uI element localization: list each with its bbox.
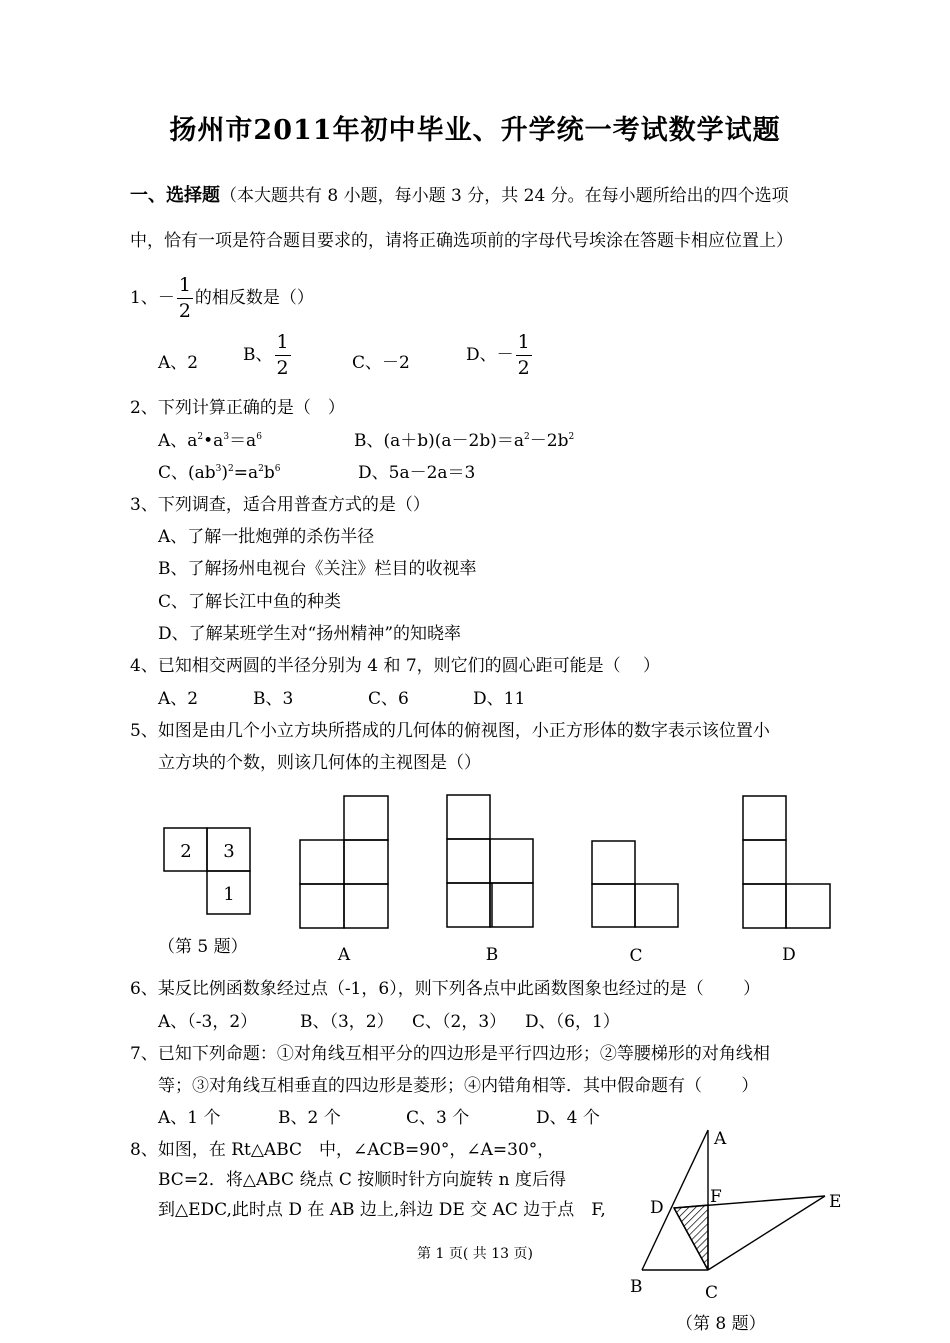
q4-option-a: A、2 bbox=[158, 689, 199, 709]
section-desc-line1: （本大题共有 8 小题，每小题 3 分，共 24 分。在每小题所给出的四个选项 bbox=[220, 186, 789, 206]
figure-d-block bbox=[743, 796, 786, 840]
q4-option-b: B、3 bbox=[253, 689, 294, 709]
figure-a-block bbox=[344, 840, 388, 884]
q7-option-d: D、4 个 bbox=[536, 1108, 600, 1128]
figure-a-block bbox=[300, 884, 344, 928]
q7-option-b: B、2 个 bbox=[278, 1108, 341, 1128]
q1-option-c: C、－2 bbox=[352, 353, 410, 373]
q3-option-a: A、了解一批炮弹的杀伤半径 bbox=[158, 527, 375, 547]
point-label-d: D bbox=[650, 1198, 664, 1218]
question-3-stem: 3、下列调查，适合用普查方式的是（） bbox=[130, 495, 430, 515]
figure-d-block bbox=[743, 840, 786, 884]
q1-optd-den: 2 bbox=[517, 357, 530, 379]
q5-caption: （第 5 题） bbox=[158, 937, 248, 957]
q2-c-part: =a bbox=[233, 463, 259, 483]
q2-option-b bbox=[354, 426, 574, 451]
q2-option-d: D、5a－2a＝3 bbox=[358, 463, 476, 483]
q3-option-c: C、了解长江中鱼的种类 bbox=[158, 592, 342, 612]
question-8-line2: BC=2．将△ABC 绕点 C 按顺时针方向旋转 n 度后得 bbox=[158, 1170, 567, 1190]
q2-a-exp: 3 bbox=[223, 432, 230, 442]
section-desc-line2: 中，恰有一项是符合题目要求的，请将正确选项前的字母代号埃涂在答题卡相应位置上） bbox=[130, 231, 793, 251]
q2-b-exp: 2 bbox=[524, 432, 530, 442]
q2-c-exp: 3 bbox=[215, 464, 222, 474]
q4-option-d: D、11 bbox=[473, 689, 526, 709]
figure-b-block bbox=[490, 883, 533, 927]
q1-fraction bbox=[177, 276, 193, 321]
q1-optd-fraction bbox=[516, 333, 532, 378]
q1-optd-num: 1 bbox=[516, 333, 532, 356]
q5-figures bbox=[0, 780, 950, 970]
q1-option-d bbox=[466, 333, 534, 378]
q8-caption: （第 8 题） bbox=[676, 1314, 766, 1334]
figure-label-d: D bbox=[782, 945, 796, 965]
top-view-number: 1 bbox=[223, 884, 235, 905]
figure-b-block bbox=[490, 839, 533, 883]
question-8-line1: 8、如图，在 Rt△ABC 中，∠ACB=90°，∠A=30°， bbox=[130, 1140, 555, 1160]
q1-prefix: 1、－ bbox=[130, 288, 175, 308]
figure-a-block bbox=[300, 840, 344, 884]
q3-option-d: D、了解某班学生对“扬州精神”的知晓率 bbox=[158, 624, 462, 644]
figure-c-block bbox=[635, 884, 678, 927]
top-view-number: 2 bbox=[180, 841, 192, 862]
q4-option-c: C、6 bbox=[368, 689, 409, 709]
q2-option-c bbox=[158, 458, 281, 483]
q7-option-a: A、1 个 bbox=[158, 1108, 221, 1128]
q6-option-b: B、（3，2） bbox=[300, 1012, 394, 1032]
figure-b-block bbox=[447, 839, 490, 883]
q1-option-a: A、2 bbox=[158, 353, 199, 373]
q2-a-part: ＝a bbox=[229, 431, 257, 451]
section-heading: 一、选择题 bbox=[130, 185, 220, 206]
q1-optb-num: 1 bbox=[275, 333, 291, 356]
q1-optb-den: 2 bbox=[276, 357, 289, 379]
q2-c-exp: 2 bbox=[228, 464, 234, 474]
q1-optd-prefix: D、－ bbox=[466, 345, 514, 365]
q1-suffix: 的相反数是（） bbox=[194, 288, 314, 308]
q2-c-part: b bbox=[263, 463, 275, 483]
figure-d-block bbox=[786, 884, 830, 928]
q3-option-b: B、了解扬州电视台《关注》栏目的收视率 bbox=[158, 559, 477, 579]
segment-de bbox=[674, 1196, 825, 1208]
q2-a-exp: 6 bbox=[256, 432, 262, 442]
figure-a-block bbox=[344, 796, 388, 840]
figure-label-b: B bbox=[485, 945, 499, 965]
q2-option-a bbox=[158, 426, 262, 451]
point-label-b: B bbox=[630, 1277, 643, 1297]
figure-a-block bbox=[344, 884, 388, 928]
q2-c-part: C、(ab bbox=[158, 463, 216, 483]
q7-option-c: C、3 个 bbox=[406, 1108, 470, 1128]
figure-label-c: C bbox=[629, 946, 643, 966]
q1-frac-num: 1 bbox=[177, 276, 193, 299]
point-label-a: A bbox=[714, 1129, 727, 1149]
q1-option-b bbox=[243, 333, 293, 378]
q1-optb-prefix: B、 bbox=[243, 345, 273, 365]
section-intro bbox=[130, 181, 789, 207]
point-label-e: E bbox=[829, 1192, 842, 1212]
page-footer: 第 1 页( 共 13 页) bbox=[417, 1246, 533, 1262]
q2-a-part: A、a bbox=[158, 431, 198, 451]
q2-b-part: B、(a＋b)(a－2b)＝a bbox=[354, 431, 525, 451]
question-6-stem: 6、某反比例函数象经过点（-1，6），则下列各点中此函数图象也经过的是（ ） bbox=[130, 979, 761, 999]
question-5-stem-line2: 立方块的个数，则该几何体的主视图是（） bbox=[158, 753, 481, 773]
question-7-stem-line2: 等；③对角线互相垂直的四边形是菱形；④内错角相等．其中假命题有（ ） bbox=[158, 1076, 759, 1096]
q2-b-exp: 2 bbox=[568, 432, 575, 442]
question-2-stem: 2、下列计算正确的是（ ） bbox=[130, 398, 345, 418]
figure-c-block bbox=[592, 841, 635, 884]
figure-d-block bbox=[743, 884, 786, 928]
top-view-number: 3 bbox=[223, 841, 235, 862]
q8-triangle-figure bbox=[620, 1120, 880, 1343]
page-title: 扬州市2011年初中毕业、升学统一考试数学试题 bbox=[169, 115, 781, 146]
q2-a-part: •a bbox=[203, 431, 224, 451]
q6-option-a: A、（-3，2） bbox=[158, 1012, 258, 1032]
figure-label-a: A bbox=[337, 945, 351, 965]
point-label-f: F bbox=[710, 1187, 722, 1207]
q2-b-part: －2b bbox=[529, 431, 569, 451]
figure-c-block bbox=[592, 884, 635, 927]
q6-option-d: D、（6，1） bbox=[525, 1012, 620, 1032]
point-label-c: C bbox=[705, 1283, 719, 1303]
q2-a-exp: 2 bbox=[197, 432, 204, 442]
question-1 bbox=[130, 276, 314, 321]
figure-b-block bbox=[447, 883, 490, 927]
q2-c-exp: 2 bbox=[258, 464, 264, 474]
question-5-stem-line1: 5、如图是由几个小立方块所搭成的几何体的俯视图，小正方形体的数字表示该位置小 bbox=[130, 721, 770, 741]
question-7-stem-line1: 7、已知下列命题：①对角线互相平分的四边形是平行四边形；②等腰梯形的对角线相 bbox=[130, 1044, 770, 1064]
q1-optb-fraction bbox=[275, 333, 291, 378]
figure-b-block bbox=[447, 795, 490, 839]
question-4-stem: 4、已知相交两圆的半径分别为 4 和 7，则它们的圆心距可能是（ ） bbox=[130, 656, 661, 676]
q2-c-part: ) bbox=[221, 463, 229, 483]
q1-frac-den: 2 bbox=[178, 300, 191, 322]
q2-c-exp: 6 bbox=[274, 464, 281, 474]
question-8-line3: 到△EDC,此时点 D 在 AB 边上,斜边 DE 交 AC 边于点 F, bbox=[158, 1200, 606, 1220]
q6-option-c: C、（2，3） bbox=[412, 1012, 507, 1032]
